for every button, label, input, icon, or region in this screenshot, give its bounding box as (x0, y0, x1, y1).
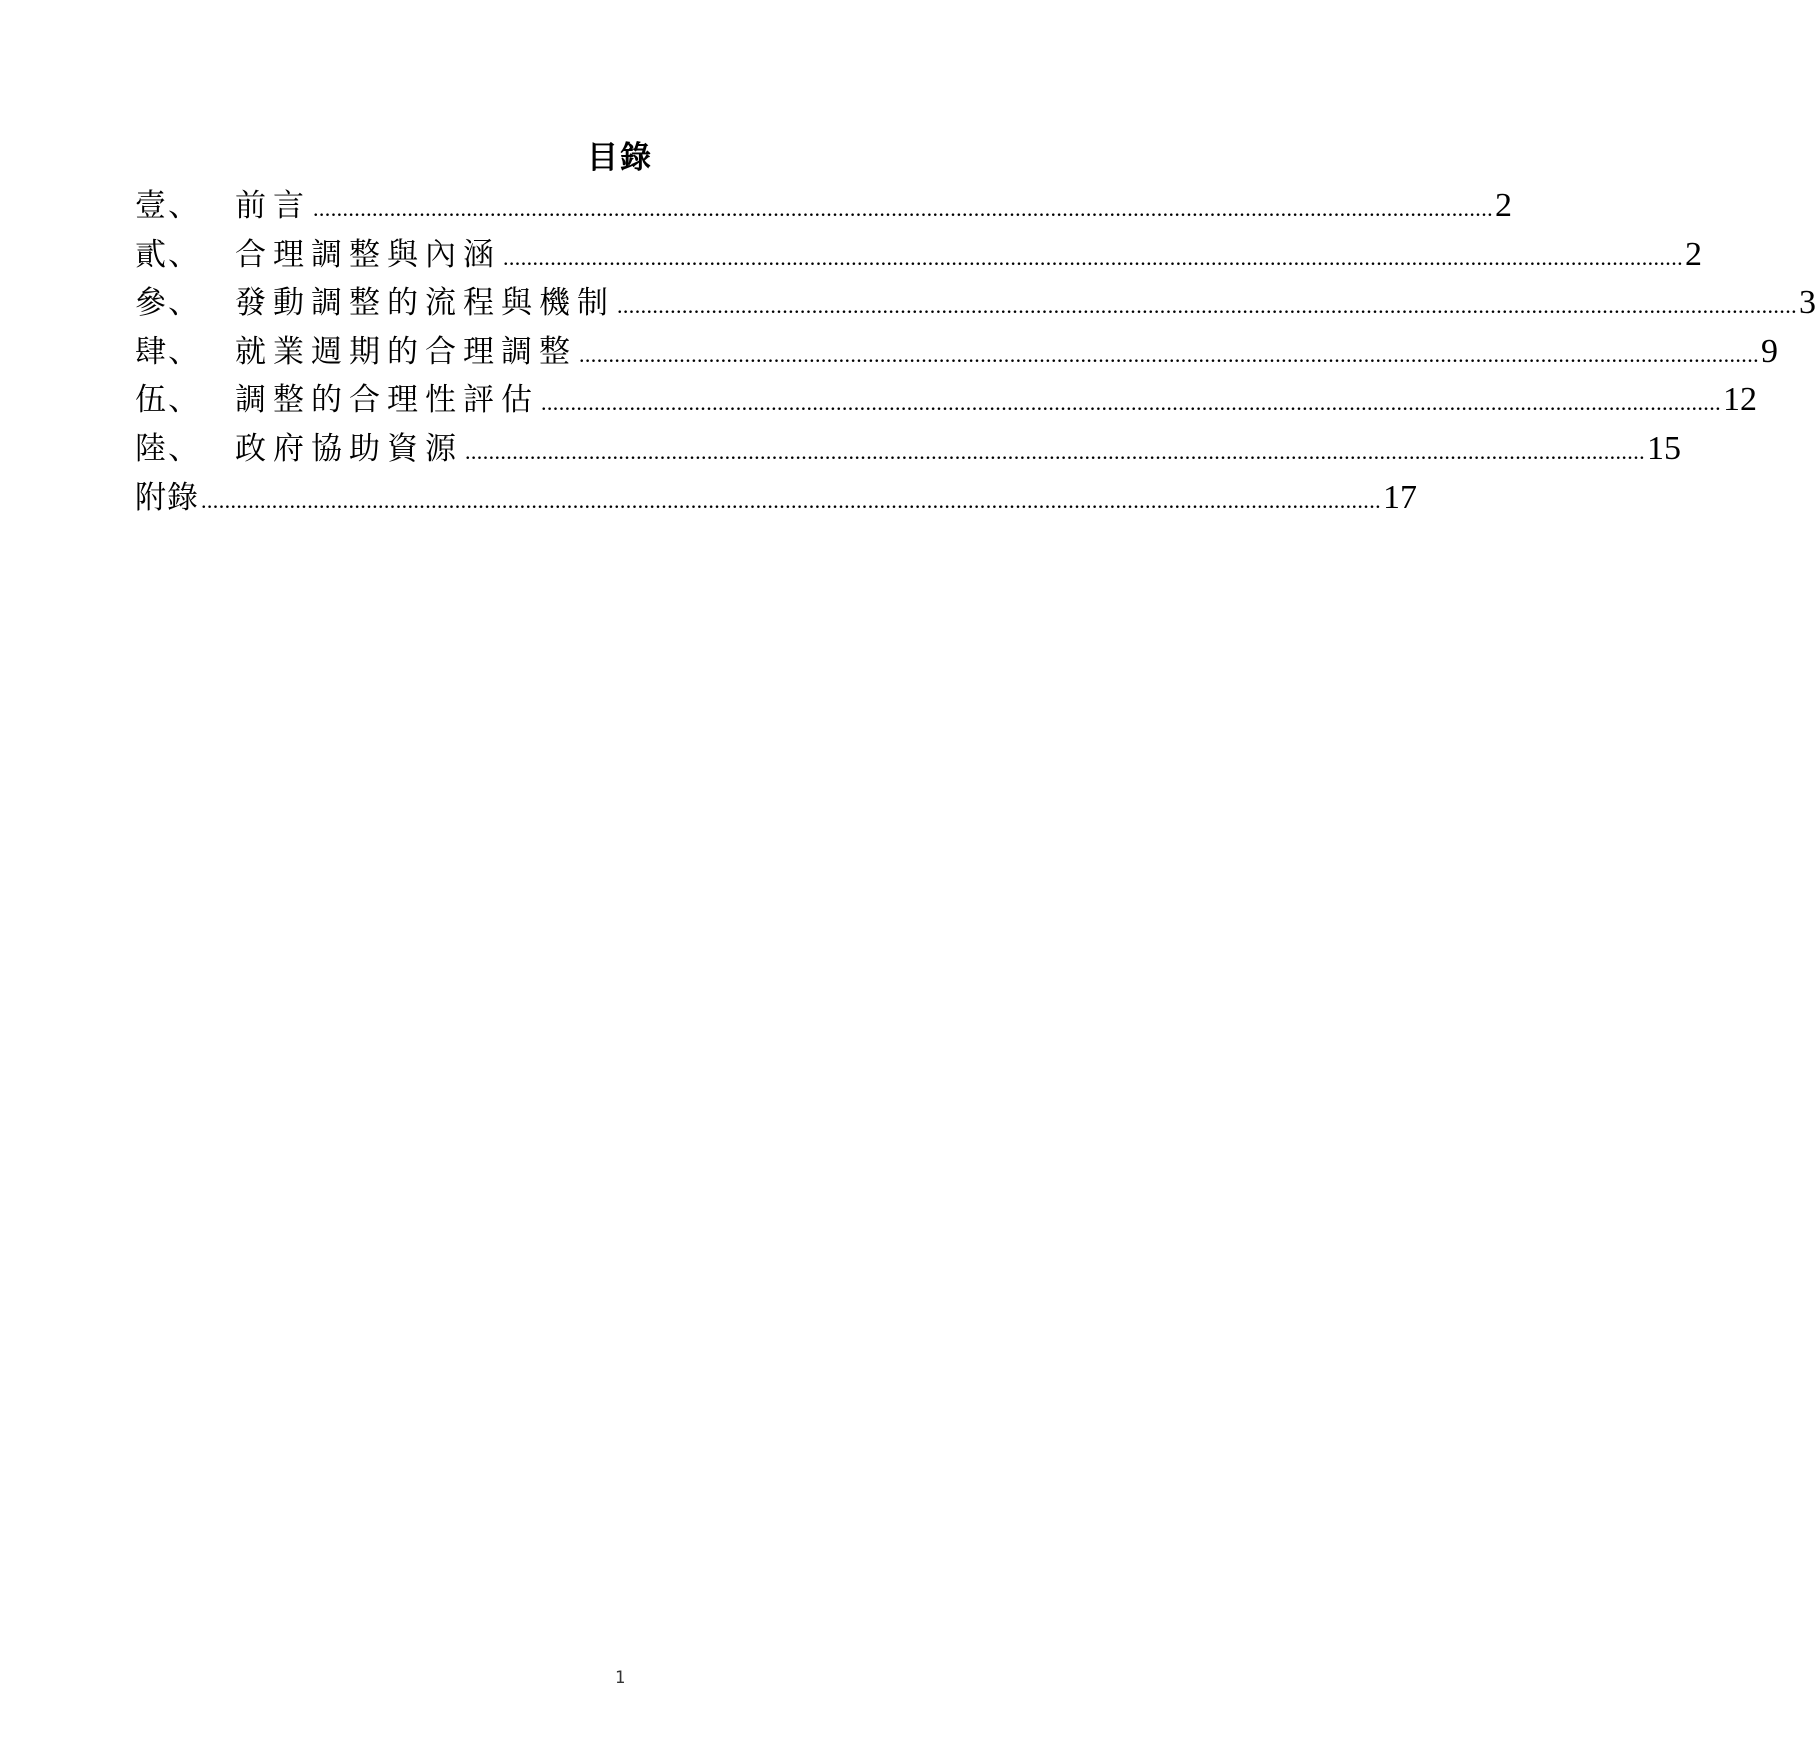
dot-leader: ........................................................................................................................................................................................................ (201, 487, 1381, 513)
dot-leader: ........................................................................................................................................................................................................ (541, 390, 1721, 416)
toc-entry-number: 伍、 (135, 382, 201, 419)
toc-entry-number: 參、 (135, 285, 201, 322)
dot-leader: ........................................................................................................................................................................................................ (617, 293, 1797, 319)
toc-entry-page: 9 (1761, 332, 1778, 370)
toc-entry[interactable] (135, 231, 1702, 280)
toc-entry[interactable] (135, 182, 1512, 231)
toc-entry[interactable] (135, 279, 1816, 328)
toc-entry-text: 政府協助資源 (235, 430, 463, 467)
toc-entry-text: 調整的合理性評估 (235, 382, 539, 419)
toc-entry-number: 貳、 (135, 236, 201, 273)
toc-entry[interactable] (135, 425, 1681, 474)
toc-entry-appendix[interactable] (135, 474, 1417, 523)
toc-entry-number: 陸、 (135, 430, 201, 467)
toc-entry-page: 17 (1383, 478, 1417, 516)
toc-entry-page: 2 (1685, 235, 1702, 273)
toc-entry-page: 3 (1799, 284, 1816, 322)
toc-entry-page: 12 (1723, 381, 1757, 419)
dot-leader: ........................................................................................................................................................................................................ (465, 438, 1645, 464)
toc-entry-text: 前言 (235, 188, 311, 224)
toc-entry-page: 2 (1495, 187, 1512, 224)
toc-entry[interactable] (135, 328, 1778, 377)
toc-title: 目錄 (587, 140, 653, 176)
dot-leader: ........................................................................................................................................................................................................ (313, 196, 1493, 221)
dot-leader: ........................................................................................................................................................................................................ (503, 244, 1683, 270)
toc-entry-text: 合理調整與內涵 (235, 236, 501, 273)
toc-entry-text: 附錄 (135, 479, 199, 516)
toc-entry[interactable] (135, 376, 1757, 425)
dot-leader: ........................................................................................................................................................................................................ (579, 341, 1759, 367)
toc-entry-text: 發動調整的流程與機制 (235, 285, 615, 322)
toc-entry-number: 壹、 (135, 188, 201, 224)
toc-entry-text: 就業週期的合理調整 (235, 333, 577, 370)
page-number: 1 (614, 1668, 626, 1688)
toc-entry-number: 肆、 (135, 333, 201, 370)
toc-entry-page: 15 (1647, 429, 1681, 467)
table-of-contents (135, 182, 1816, 522)
